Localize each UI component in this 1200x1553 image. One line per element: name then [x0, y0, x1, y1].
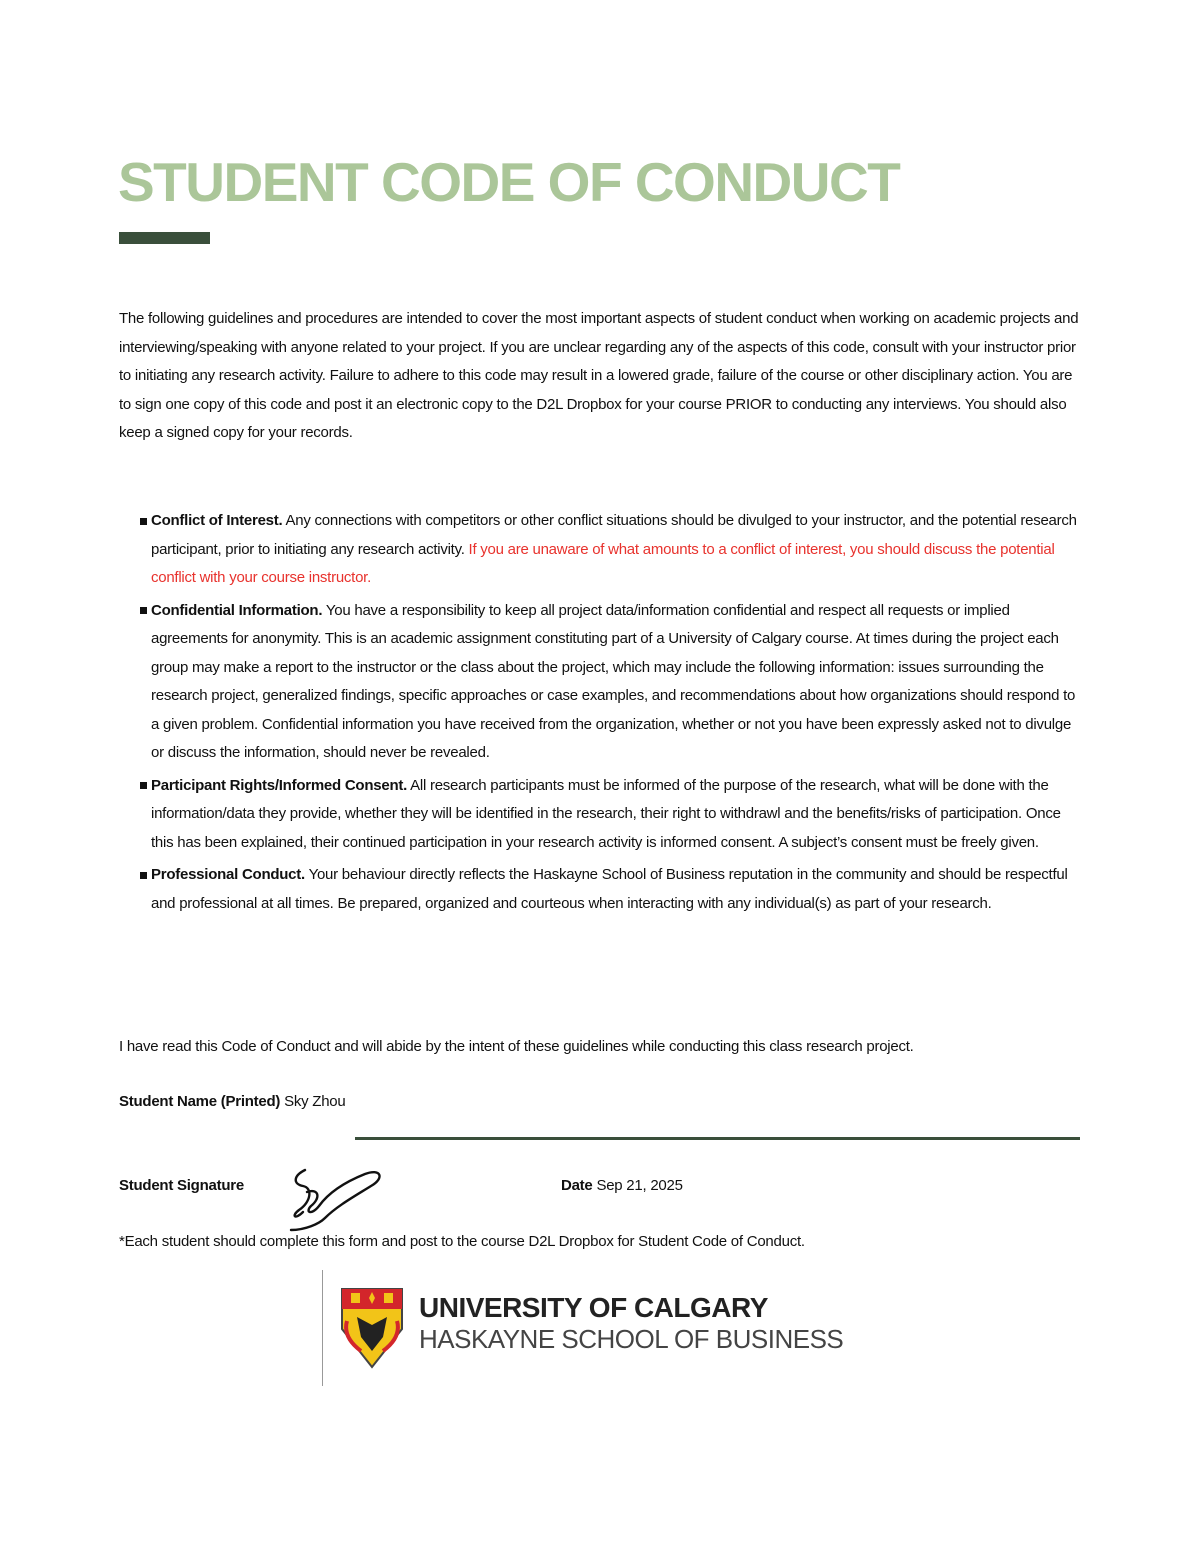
item-text: You have a responsibility to keep all project data/information confidential and respect all requests or implied agreements for anonymity. This is an academic assignment constituting part of a University of Calgary course. At times during the project each group may make a report to the instructor or the class about the project, which may include the following information: issues surrounding the research project, generalized findings, specific approaches or case examples, and recommendations about how organizations should respond to a given problem. Confidential information you have received from the organization, whether or not you have been expressly asked not to divulge or discuss the information, should never be revealed.	[151, 601, 1076, 761]
list-item	[119, 507, 1084, 593]
date-row	[561, 1172, 683, 1201]
bullet-icon	[140, 607, 147, 614]
handwritten-signature[interactable]	[285, 1162, 395, 1232]
item-highlight: If you are unaware of what amounts to a conflict of interest, you should discuss the potential conflict with your course instructor.	[151, 540, 1055, 586]
signature-label	[119, 1172, 244, 1201]
university-logo	[322, 1270, 873, 1386]
list-item	[119, 861, 1084, 918]
date-value[interactable]: Sep 21, 2025	[596, 1177, 683, 1194]
item-text: Your behaviour directly reflects the Haskayne School of Business reputation in the community and should be respectful and professional at all times. Be prepared, organized and courteous when interacting with any individual(s) as part of your research.	[151, 866, 1068, 912]
date-label: Date	[561, 1177, 593, 1194]
signature-line	[355, 1137, 1080, 1140]
school-name: HASKAYNE SCHOOL OF BUSINESS	[419, 1324, 844, 1354]
signature-label-text: Student Signature	[119, 1177, 244, 1194]
list-item	[119, 597, 1084, 768]
item-heading: Conflict of Interest.	[151, 512, 283, 529]
agreement-statement: I have read this Code of Conduct and will abide by the intent of these guidelines while conducting this class research project.	[119, 1038, 914, 1055]
bullet-icon	[140, 872, 147, 879]
title-accent-bar	[119, 232, 210, 244]
page-title: STUDENT CODE OF CONDUCT	[118, 151, 900, 213]
student-name-row	[119, 1088, 345, 1117]
submission-note: *Each student should complete this form and post to the course D2L Dropbox for Student Code of Conduct.	[119, 1233, 805, 1250]
item-heading: Confidential Information.	[151, 601, 323, 619]
university-name: UNIVERSITY OF CALGARY	[419, 1292, 768, 1323]
bullet-icon	[140, 518, 147, 525]
item-heading: Participant Rights/Informed Consent.	[151, 776, 408, 794]
student-name-label: Student Name (Printed)	[119, 1093, 281, 1110]
crest-icon	[339, 1285, 405, 1369]
item-text: Any connections with competitors or other conflict situations should be divulged to your instructor, and the potential research participant, prior to initiating any research activity.	[151, 512, 1077, 558]
bullet-icon	[140, 782, 147, 789]
item-heading: Professional Conduct.	[151, 866, 305, 883]
item-text: All research participants must be informed of the purpose of the research, what will be done with the information/data they provide, whether they will be identified in the research, their right to withdrawl and the benefits/risks of participation. Once this has been explained, their continued participation in your research activity is informed consent. A subject’s consent must be freely given.	[151, 776, 1061, 851]
student-name-value[interactable]: Sky Zhou	[284, 1093, 346, 1110]
list-item	[119, 772, 1084, 858]
intro-paragraph: The following guidelines and procedures are intended to cover the most important aspects of student conduct when working on academic projects and interviewing/speaking with anyone related to your project. If you are unclear regarding any of the aspects of this code, consult with your instructor prior to initiating any research activity. Failure to adhere to this code may result in a lowered grade, failure of the course or other disciplinary action. You are to sign one copy of this code and post it an electronic copy to the D2L Dropbox for your course PRIOR to conducting any interviews. You should also keep a signed copy for your records.	[119, 310, 1079, 441]
guidelines-list	[119, 507, 1084, 922]
